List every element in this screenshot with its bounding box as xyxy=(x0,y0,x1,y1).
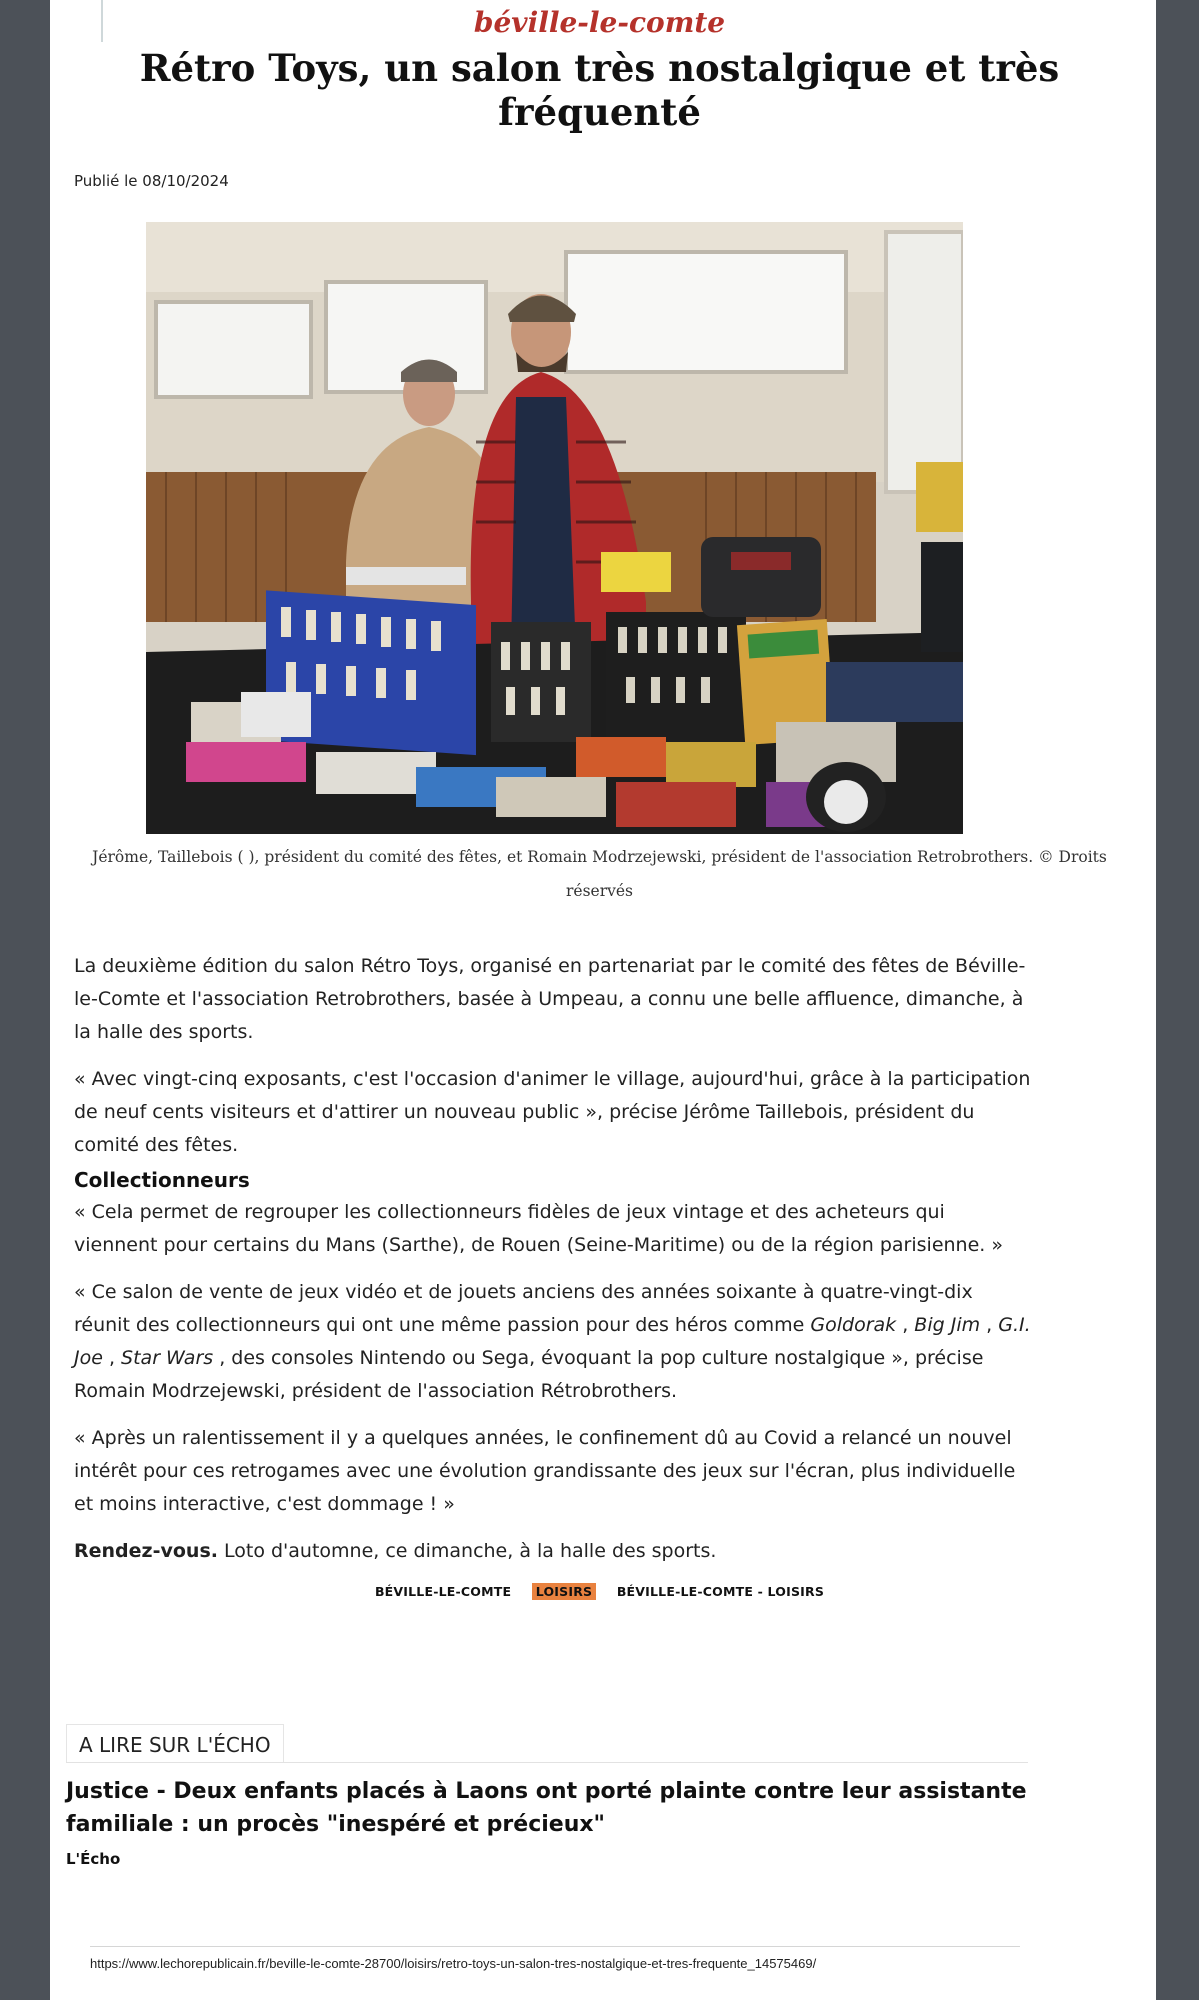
tag-beville[interactable]: BÉVILLE-LE-COMTE xyxy=(374,1584,512,1599)
related-source: L'Écho xyxy=(66,1850,121,1868)
paragraph-text: , des consoles Nintendo ou Sega, évoquant la pop culture nostalgique », précise Romain Modrzejewski, président de l'association Rétrobrothers. xyxy=(74,1347,984,1402)
separator: , xyxy=(102,1347,122,1369)
tag-loisirs[interactable]: LOISIRS xyxy=(532,1583,596,1600)
tag-beville-loisirs[interactable]: BÉVILLE-LE-COMTE - LOISIRS xyxy=(616,1584,825,1599)
rendez-vous-text: Loto d'automne, ce dimanche, à la halle des sports. xyxy=(217,1540,717,1562)
paragraph: « Cela permet de regrouper les collectionneurs fidèles de jeux vintage et des acheteurs qui viennent pour certains du Mans (Sarthe), de Rouen (Seine-Maritime) ou de la région parisienne. » xyxy=(74,1201,1003,1256)
section-kicker[interactable]: béville-le-comte xyxy=(473,6,726,39)
paragraph-heroes xyxy=(74,1276,1034,1408)
rendez-vous-label: Rendez-vous. xyxy=(74,1540,218,1562)
divider xyxy=(90,1946,1020,1947)
paragraph-text: « Ce salon de vente de jeux vidéo et de jouets anciens des années soixante à quatre-vingt-dix réunit des collectionneurs qui ont une même passion pour des héros comme xyxy=(74,1281,973,1336)
publish-date: Publié le 08/10/2024 xyxy=(74,172,229,190)
rendez-vous xyxy=(74,1535,1034,1568)
photo-illustration xyxy=(146,222,963,834)
hero-name: Goldorak xyxy=(810,1314,897,1336)
related-section-label: A LIRE SUR L'ÉCHO xyxy=(66,1724,284,1763)
divider xyxy=(66,1762,1028,1763)
hero-name: Big Jim xyxy=(914,1314,981,1336)
paragraph: « Avec vingt-cinq exposants, c'est l'occasion d'animer le village, aujourd'hui, grâce à la participation de neuf cents visiteurs et d'attirer un nouveau public », précise Jérôme Taillebois, président du comité des fêtes. xyxy=(74,1068,1031,1156)
page-title: Rétro Toys, un salon très nostalgique et très fréquenté xyxy=(139,46,1060,134)
paragraph: « Après un ralentissement il y a quelques années, le confinement dû au Covid a relancé un nouvel intérêt pour ces retrogames avec une évolution grandissante des jeux sur l'écran, plus individuelle et moins interactive, c'est dommage ! » xyxy=(74,1427,1016,1515)
subheading: Collectionneurs xyxy=(74,1168,250,1192)
article-body xyxy=(74,950,1034,1582)
hero-name: Star Wars xyxy=(121,1347,214,1369)
article-photo[interactable] xyxy=(146,222,963,834)
page-url[interactable]: https://www.lechorepublicain.fr/beville-le-comte-28700/loisirs/retro-toys-un-salon-tres-nostalgique-et-tres-frequente_14575469/ xyxy=(90,1956,817,1971)
separator: , xyxy=(896,1314,915,1336)
related-article-link[interactable]: Justice - Deux enfants placés à Laons ont porté plainte contre leur assistante familiale : un procès "inespéré et précieux" xyxy=(66,1779,1027,1837)
paragraph: La deuxième édition du salon Rétro Toys, organisé en partenariat par le comité des fêtes de Béville-le-Comte et l'association Retrobrothers, basée à Umpeau, a connu une belle affluence, dimanche, à la halle des sports. xyxy=(74,955,1026,1043)
hero-name: G.I. Joe xyxy=(74,1314,1031,1369)
photo-caption: Jérôme, Taillebois ( ), président du comité des fêtes, et Romain Modrzejewski, président de l'association Retrobrothers. © Droits réservés xyxy=(92,848,1107,900)
separator: , xyxy=(980,1314,999,1336)
tag-list xyxy=(0,1583,1199,1600)
